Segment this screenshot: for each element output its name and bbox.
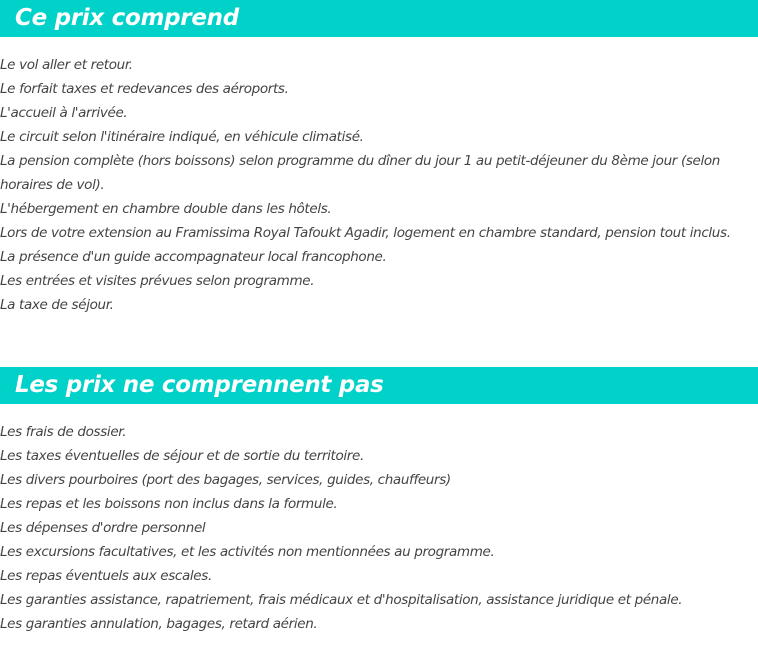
- list-item: La pension complète (hors boissons) selon programme du dîner du jour 1 au petit-déjeuner du 8ème jour (selon horaires de vol).: [0, 153, 721, 193]
- list-item: Les garanties annulation, bagages, retard aérien.: [0, 616, 318, 632]
- list-item: Les taxes éventuelles de séjour et de sortie du territoire.: [0, 448, 364, 464]
- list-item: Les divers pourboires (port des bagages, services, guides, chauffeurs): [0, 472, 451, 488]
- list-item: La présence d'un guide accompagnateur local francophone.: [0, 249, 387, 265]
- list-item: Le vol aller et retour.: [0, 57, 133, 73]
- list-item: La taxe de séjour.: [0, 297, 114, 313]
- list-item: Les dépenses d'ordre personnel: [0, 520, 206, 536]
- list-item: L'hébergement en chambre double dans les hôtels.: [0, 201, 332, 217]
- list-item: Lors de votre extension au Framissima Royal Tafoukt Agadir, logement en chambre standard, pension tout inclus.: [0, 225, 731, 241]
- list-item: Les entrées et visites prévues selon programme.: [0, 273, 315, 289]
- list-item: Les repas et les boissons non inclus dans la formule.: [0, 496, 338, 512]
- excluded-section-title: Les prix ne comprennent pas: [0, 367, 758, 404]
- included-list: [0, 53, 758, 317]
- list-item: Les garanties assistance, rapatriement, frais médicaux et d'hospitalisation, assistance juridique et pénale.: [0, 592, 683, 608]
- included-section-title: Ce prix comprend: [0, 0, 758, 37]
- list-item: Le forfait taxes et redevances des aéroports.: [0, 81, 289, 97]
- list-item: Les repas éventuels aux escales.: [0, 568, 212, 584]
- list-item: Le circuit selon l'itinéraire indiqué, en véhicule climatisé.: [0, 129, 364, 145]
- list-item: Les excursions facultatives, et les activités non mentionnées au programme.: [0, 544, 495, 560]
- list-item: Les frais de dossier.: [0, 424, 127, 440]
- excluded-list: [0, 420, 758, 636]
- list-item: L'accueil à l'arrivée.: [0, 105, 128, 121]
